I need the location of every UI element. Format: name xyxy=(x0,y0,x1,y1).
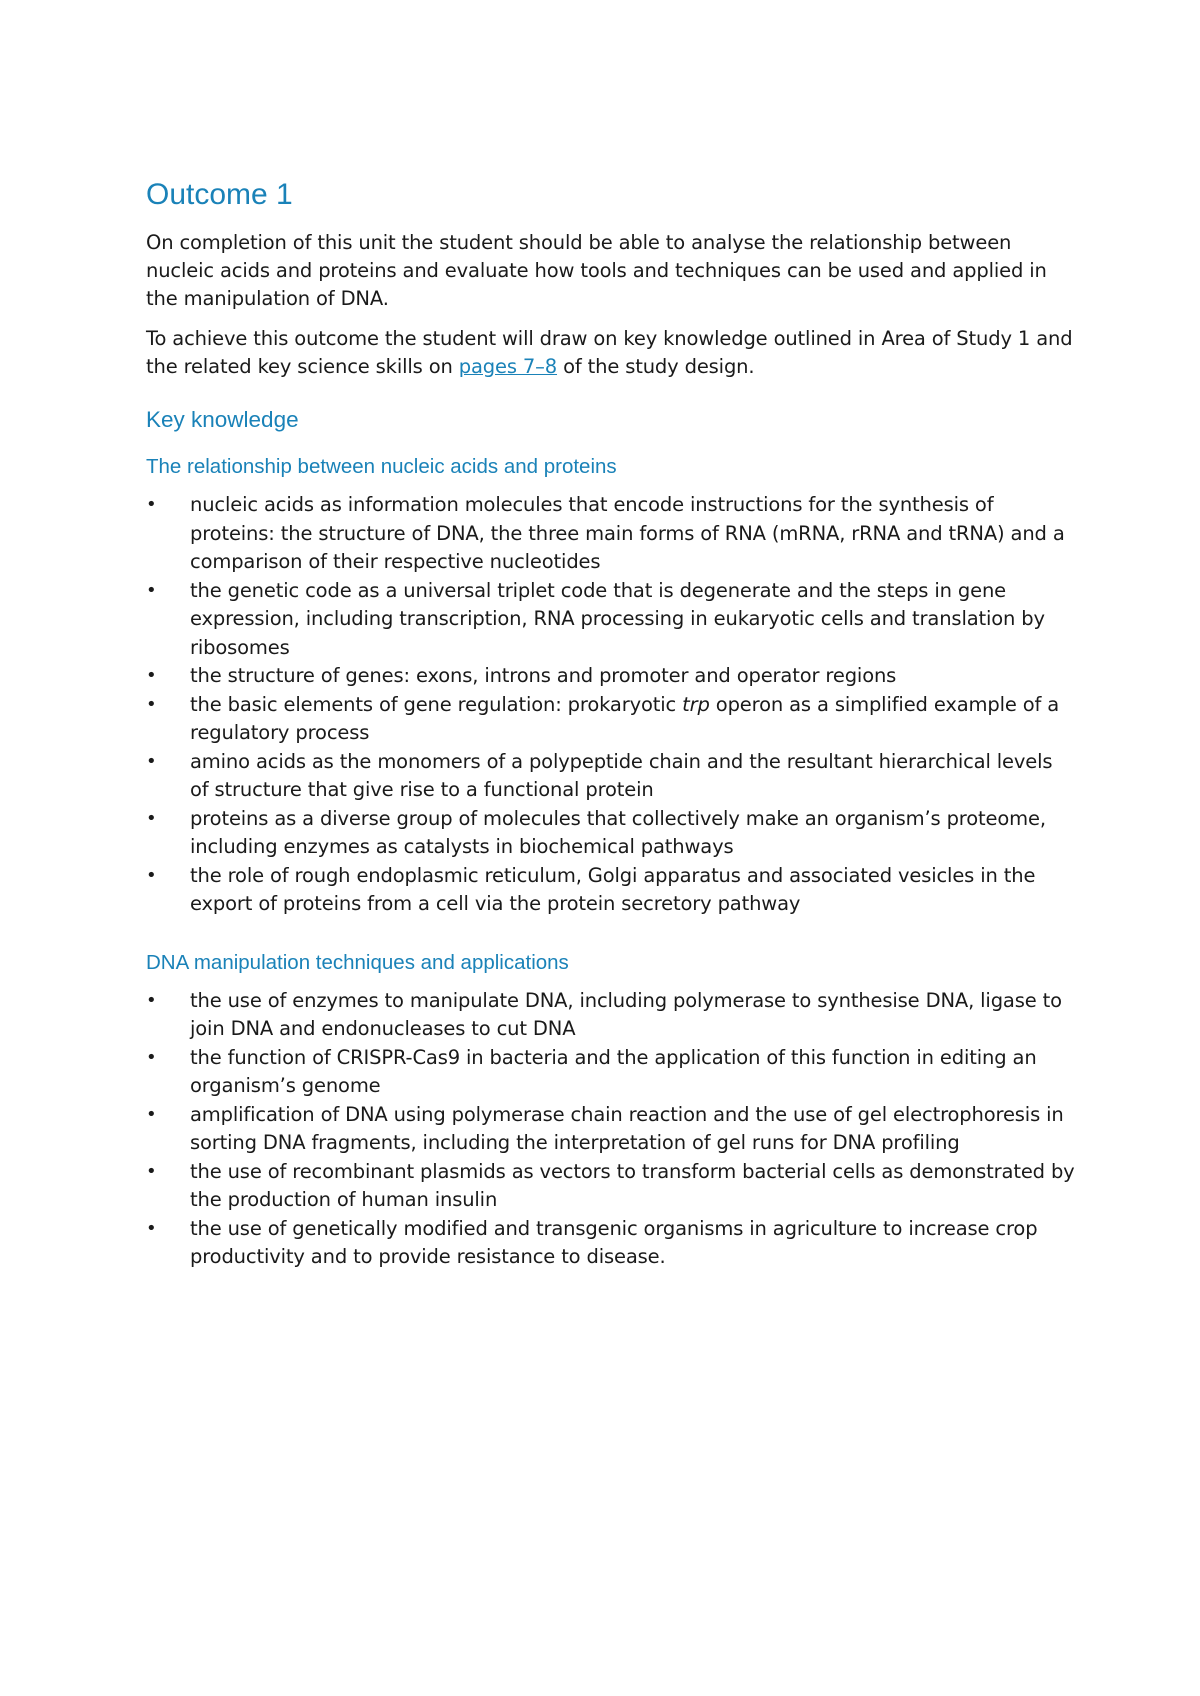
list-item-text: the use of enzymes to manipulate DNA, including polymerase to synthesise DNA, ligase to join DNA and endonucleases to cut DNA xyxy=(190,988,1062,1040)
bullet-icon: • xyxy=(146,579,157,601)
bullet-icon: • xyxy=(146,1046,157,1068)
outcome-intro: On completion of this unit the student should be able to analyse the relationship between nucleic acids and proteins and evaluate how tools and techniques can be used and applied in the manipulation of DNA. xyxy=(146,231,1047,310)
list-item-text: the function of CRISPR-Cas9 in bacteria and the application of this function in editing an organism’s genome xyxy=(190,1045,1037,1097)
trp-text-before: the basic elements of gene regulation: prokaryotic xyxy=(190,692,683,716)
list-item xyxy=(146,987,1076,1044)
list-item-text: amplification of DNA using polymerase chain reaction and the use of gel electrophoresis in sorting DNA fragments, including the interpretation of gel runs for DNA profiling xyxy=(190,1102,1064,1154)
bullet-icon: • xyxy=(146,1217,157,1239)
bullet-icon: • xyxy=(146,494,157,515)
section2-heading: DNA manipulation techniques and applications xyxy=(146,950,569,974)
bullet-icon: • xyxy=(146,1103,157,1125)
section1-heading: The relationship between nucleic acids and proteins xyxy=(146,455,617,478)
list-item xyxy=(146,491,1076,577)
outcome-achieve xyxy=(146,325,1076,381)
key-knowledge-heading: Key knowledge xyxy=(146,407,299,432)
list-item xyxy=(146,805,1076,862)
list-item xyxy=(146,662,1076,691)
bullet-icon: • xyxy=(146,750,157,772)
list-item-text: the role of rough endoplasmic reticulum, Golgi apparatus and associated vesicles in the export of proteins from a cell via the protein secretory pathway xyxy=(190,863,1036,915)
bullet-icon: • xyxy=(146,864,157,886)
list-item xyxy=(146,1215,1076,1272)
achieve-text-after: of the study design. xyxy=(557,355,755,378)
trp-text-after: operon as a simplified example of a regulatory process xyxy=(190,692,1060,744)
list-item-text: the use of recombinant plasmids as vectors to transform bacterial cells as demonstrated by the production of human insulin xyxy=(190,1159,1075,1211)
list-item-text: proteins as a diverse group of molecules that collectively make an organism’s proteome, including enzymes as catalysts in biochemical pathways xyxy=(190,806,1046,858)
list-item-text: the use of genetically modified and transgenic organisms in agriculture to increase crop productivity and to provide resistance to disease. xyxy=(190,1216,1038,1268)
trp-italic: trp xyxy=(682,692,710,716)
bullet-icon: • xyxy=(146,989,157,1011)
list-item-text: the genetic code as a universal triplet code that is degenerate and the steps in gene expression, including transcription, RNA processing in eukaryotic cells and translation by ribosomes xyxy=(190,578,1045,659)
bullet-icon: • xyxy=(146,665,157,686)
section1-list xyxy=(146,491,1076,919)
list-item xyxy=(146,1158,1076,1215)
pages-link[interactable]: pages 7–8 xyxy=(458,355,558,378)
list-item-text: nucleic acids as information molecules that encode instructions for the synthesis of proteins: the structure of DNA, the three main forms of RNA (mRNA, rRNA and tRNA) and a comparison of their respective nucleotides xyxy=(190,493,1065,573)
list-item-text: amino acids as the monomers of a polypeptide chain and the resultant hierarchical levels of structure that give rise to a functional protein xyxy=(190,749,1053,801)
section2-list xyxy=(146,987,1076,1272)
bullet-icon: • xyxy=(146,693,157,715)
list-item xyxy=(146,577,1076,663)
document-page xyxy=(146,178,1076,1272)
list-item xyxy=(146,748,1076,805)
achieve-text-before: To achieve this outcome the student will draw on key knowledge outlined in Area of Study 1 and the related key science skills on xyxy=(146,327,1073,378)
list-item xyxy=(146,1101,1076,1158)
bullet-icon: • xyxy=(146,807,157,829)
list-item xyxy=(146,1044,1076,1101)
list-item xyxy=(146,862,1076,919)
list-item xyxy=(146,691,1076,748)
bullet-icon: • xyxy=(146,1160,157,1182)
outcome-title: Outcome 1 xyxy=(146,178,293,211)
list-item-text: the structure of genes: exons, introns and promoter and operator regions xyxy=(190,664,897,687)
